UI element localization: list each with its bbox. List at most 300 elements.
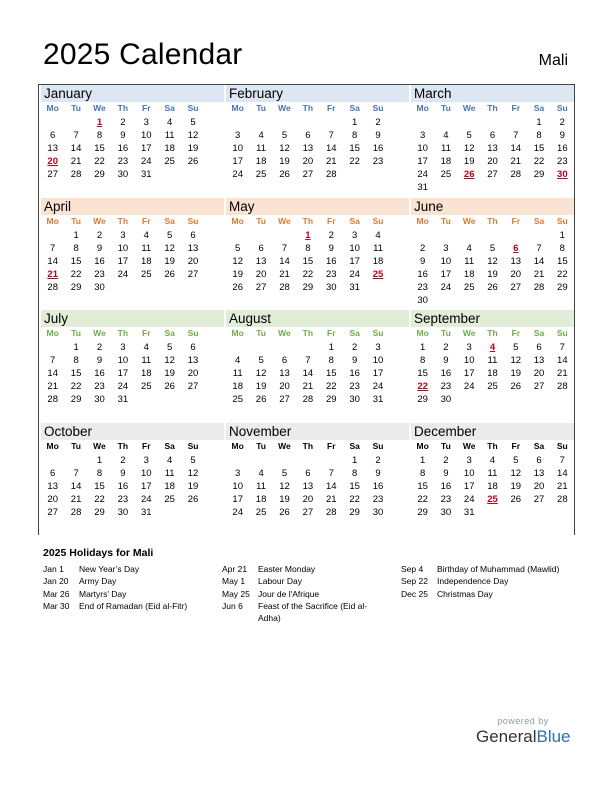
day-cell: 19 [279, 156, 290, 167]
week-row [226, 340, 409, 353]
day-cell: 8 [73, 355, 79, 366]
empty-day-cell [64, 453, 87, 466]
weekday-label: We [462, 440, 476, 451]
empty-day-cell [504, 115, 527, 128]
holiday-name: Labour Day [258, 576, 302, 587]
holiday-entry [222, 563, 382, 575]
day-cell: 17 [463, 368, 475, 379]
day-cell: 10 [440, 255, 452, 267]
week-row [411, 492, 574, 505]
day-cell: 9 [559, 130, 565, 141]
week-row [226, 128, 409, 141]
holiday-date: Mar 30 [43, 600, 70, 611]
empty-day-cell [343, 167, 366, 180]
day-cell: 17 [463, 480, 475, 492]
day-cell: 14 [302, 368, 314, 379]
day-cell: 27 [279, 394, 290, 405]
day-cell: 27 [533, 381, 545, 392]
weekday-label: We [93, 328, 106, 338]
day-cell: 12 [463, 143, 475, 154]
empty-day-cell [249, 115, 272, 128]
day-cell: 14 [47, 255, 58, 267]
day-cell: 21 [557, 480, 568, 492]
day-cell: 23 [440, 493, 452, 505]
weekday-label: Sa [164, 440, 175, 451]
weekday-label: Su [187, 328, 199, 338]
week-row [226, 280, 409, 293]
week-row [226, 154, 409, 167]
day-cell: 4 [143, 342, 149, 353]
day-cell: 20 [533, 368, 545, 379]
weekday-label: We [462, 215, 476, 226]
day-cell: 2 [352, 342, 358, 353]
holiday-date: May 1 [222, 576, 246, 587]
month-block [224, 310, 409, 423]
day-cell: 18 [140, 368, 152, 379]
weekday-label: We [93, 440, 106, 451]
day-cell: 17 [140, 143, 152, 154]
day-cell: 7 [73, 130, 79, 141]
day-cell: 23 [349, 381, 360, 392]
holiday-day-cell: 1 [96, 117, 103, 128]
empty-day-cell [249, 340, 272, 353]
weekday-label: Th [487, 328, 498, 338]
empty-day-cell [158, 280, 181, 293]
day-cell: 28 [325, 506, 337, 518]
day-cell: 23 [372, 493, 384, 505]
week-row [411, 241, 574, 254]
day-cell: 25 [140, 381, 152, 392]
day-cell: 15 [349, 480, 360, 492]
empty-day-cell [458, 115, 481, 128]
weekday-label: Mo [416, 440, 429, 451]
day-cell: 18 [463, 268, 475, 280]
weekday-label: Mo [416, 215, 429, 226]
holiday-entry [43, 600, 213, 612]
day-cell: 11 [141, 242, 152, 254]
day-cell: 17 [349, 255, 360, 267]
holiday-name: Independence Day [437, 576, 509, 587]
week-row [226, 167, 409, 180]
day-cell: 17 [117, 255, 129, 267]
month-name: December [411, 423, 574, 440]
day-cell: 19 [255, 381, 267, 392]
day-cell: 29 [302, 281, 314, 293]
week-row [411, 353, 574, 366]
day-cell: 27 [510, 281, 522, 293]
holiday-entry [401, 588, 576, 600]
month-name: January [41, 85, 224, 102]
empty-day-cell [504, 392, 527, 405]
day-cell: 1 [73, 229, 79, 241]
weekday-label: Th [302, 328, 314, 338]
powered-by-text: powered by [497, 716, 549, 726]
empty-day-cell [135, 392, 158, 405]
day-cell: 12 [187, 130, 199, 141]
week-row [41, 466, 224, 479]
day-cell: 13 [47, 480, 58, 492]
day-cell: 15 [533, 143, 545, 154]
weekday-label: Fr [142, 215, 151, 226]
holiday-column [401, 563, 576, 600]
day-cell: 1 [73, 342, 79, 353]
day-cell: 1 [559, 229, 565, 241]
day-cell: 9 [120, 130, 126, 141]
day-cell: 29 [325, 394, 337, 405]
empty-day-cell [458, 228, 481, 241]
day-cell: 7 [50, 242, 56, 254]
day-cell: 14 [70, 480, 82, 492]
weekday-label: Mo [46, 328, 59, 338]
day-cell: 26 [279, 169, 290, 180]
day-cell: 6 [305, 467, 311, 479]
day-cell: 12 [279, 143, 290, 154]
weekday-label: Th [487, 103, 498, 113]
weekday-label: Fr [142, 103, 151, 113]
weekday-label: Su [187, 103, 199, 113]
holiday-entry [43, 588, 213, 600]
day-cell: 22 [94, 493, 105, 505]
weekday-label: We [462, 328, 476, 338]
day-cell: 5 [167, 229, 173, 241]
week-row [226, 241, 409, 254]
weekday-label: We [278, 103, 291, 113]
day-cell: 15 [325, 368, 337, 379]
day-cell: 30 [440, 394, 452, 405]
empty-day-cell [158, 505, 181, 518]
empty-day-cell [551, 505, 574, 518]
week-row [411, 141, 574, 154]
day-cell: 27 [255, 281, 267, 293]
day-cell: 10 [372, 355, 384, 366]
day-cell: 17 [140, 480, 152, 492]
week-row [41, 241, 224, 254]
week-row [226, 366, 409, 379]
day-cell: 11 [373, 242, 383, 254]
weekday-header [41, 215, 224, 228]
week-row [226, 254, 409, 267]
week-row [41, 340, 224, 353]
day-cell: 3 [466, 454, 472, 466]
weekday-label: Su [372, 440, 384, 451]
brand-logo [476, 716, 570, 747]
holiday-date: Sep 22 [401, 576, 428, 587]
empty-day-cell [64, 115, 87, 128]
day-cell: 3 [143, 454, 149, 466]
day-cell: 21 [533, 268, 545, 280]
quarter-band [39, 310, 574, 423]
weekday-label: Sa [349, 103, 360, 113]
empty-day-cell [458, 392, 481, 405]
weekday-label: Mo [46, 215, 59, 226]
day-cell: 7 [305, 355, 311, 366]
week-row [411, 167, 574, 180]
day-cell: 22 [349, 156, 360, 167]
weekday-label: Su [372, 103, 384, 113]
weekday-header [226, 102, 409, 115]
day-cell: 31 [349, 281, 360, 293]
day-cell: 30 [94, 394, 105, 405]
day-cell: 11 [464, 255, 475, 267]
weekday-label: Tu [256, 440, 266, 451]
week-row [411, 154, 574, 167]
day-cell: 29 [70, 281, 82, 293]
weekday-label: Mo [231, 440, 244, 451]
day-cell: 20 [510, 268, 522, 280]
day-cell: 11 [256, 480, 267, 492]
day-cell: 20 [47, 493, 58, 505]
day-cell: 26 [164, 268, 175, 280]
weekday-header [226, 440, 409, 453]
day-cell: 28 [47, 394, 58, 405]
day-cell: 28 [557, 381, 568, 392]
week-row [41, 128, 224, 141]
day-cell: 6 [190, 229, 196, 241]
day-cell: 10 [232, 480, 243, 492]
day-cell: 5 [235, 242, 241, 254]
day-cell: 23 [372, 156, 384, 167]
holiday-name: Martyrs’ Day [79, 588, 127, 599]
holiday-date: Jan 1 [43, 564, 64, 574]
weekday-label: Tu [256, 103, 266, 113]
day-cell: 13 [533, 355, 545, 366]
day-cell: 4 [235, 355, 241, 366]
day-cell: 5 [190, 117, 196, 128]
day-cell: 30 [117, 169, 129, 180]
day-cell: 4 [143, 229, 149, 241]
week-row [41, 141, 224, 154]
week-row [41, 280, 224, 293]
day-cell: 22 [533, 156, 545, 167]
week-row [41, 154, 224, 167]
day-cell: 10 [232, 143, 243, 154]
month-name: July [41, 310, 224, 327]
day-cell: 27 [47, 169, 58, 180]
day-cell: 16 [117, 143, 129, 154]
day-cell: 11 [164, 130, 175, 141]
day-cell: 8 [73, 242, 79, 254]
day-cell: 27 [302, 169, 314, 180]
day-cell: 11 [487, 467, 498, 479]
week-row [411, 466, 574, 479]
day-cell: 18 [372, 255, 384, 267]
month-block [39, 85, 224, 198]
day-cell: 16 [557, 143, 568, 154]
day-cell: 5 [513, 454, 519, 466]
empty-day-cell [504, 228, 527, 241]
week-row [41, 505, 224, 518]
holiday-entry [401, 563, 576, 575]
empty-day-cell [273, 115, 296, 128]
day-cell: 21 [70, 156, 82, 167]
day-cell: 13 [187, 242, 199, 254]
week-row [41, 366, 224, 379]
day-cell: 3 [120, 342, 126, 353]
day-cell: 13 [255, 255, 267, 267]
day-cell: 31 [140, 169, 152, 180]
day-cell: 23 [117, 156, 129, 167]
day-cell: 11 [440, 143, 451, 154]
empty-day-cell [320, 115, 343, 128]
holiday-entry [43, 563, 213, 575]
day-cell: 2 [559, 117, 565, 128]
day-cell: 12 [487, 255, 498, 267]
empty-day-cell [527, 228, 550, 241]
empty-day-cell [527, 505, 550, 518]
day-cell: 6 [258, 242, 264, 254]
day-cell: 15 [94, 143, 105, 154]
day-cell: 27 [187, 381, 199, 392]
day-cell: 9 [375, 130, 381, 141]
weekday-label: We [93, 103, 106, 113]
day-cell: 19 [487, 268, 498, 280]
day-cell: 2 [375, 117, 381, 128]
weekday-label: Sa [533, 328, 545, 338]
empty-day-cell [481, 293, 504, 306]
week-row [226, 115, 409, 128]
empty-day-cell [181, 505, 204, 518]
week-row [41, 115, 224, 128]
day-cell: 27 [187, 268, 199, 280]
day-cell: 15 [302, 255, 314, 267]
week-row [41, 267, 224, 280]
day-cell: 21 [302, 381, 314, 392]
day-cell: 13 [302, 143, 314, 154]
day-cell: 13 [302, 480, 314, 492]
week-row [411, 228, 574, 241]
day-cell: 3 [419, 130, 426, 141]
holiday-day-cell: 26 [463, 169, 475, 180]
day-cell: 31 [417, 182, 428, 193]
day-cell: 7 [50, 355, 56, 366]
day-cell: 6 [50, 467, 56, 479]
week-row [411, 293, 574, 306]
day-cell: 13 [533, 467, 545, 479]
day-cell: 10 [417, 143, 428, 154]
day-cell: 4 [443, 130, 449, 141]
day-cell: 2 [96, 342, 103, 353]
empty-day-cell [273, 453, 296, 466]
holiday-entry [222, 588, 382, 600]
month-block [39, 198, 224, 311]
day-cell: 14 [325, 480, 337, 492]
weekday-label: Tu [441, 215, 451, 226]
weekday-label: Mo [416, 328, 429, 338]
week-row [411, 280, 574, 293]
day-cell: 12 [164, 242, 175, 254]
day-cell: 12 [279, 480, 290, 492]
holiday-date: Jan 20 [43, 576, 69, 587]
holiday-date: Jun 6 [222, 600, 243, 611]
day-cell: 18 [232, 381, 243, 392]
holiday-day-cell: 1 [305, 229, 311, 241]
holiday-name: End of Ramadan (Eid al-Fitr) [79, 600, 188, 611]
empty-day-cell [296, 340, 319, 353]
day-cell: 9 [120, 467, 126, 479]
day-cell: 25 [164, 493, 175, 505]
day-cell: 26 [487, 281, 498, 293]
empty-day-cell [158, 167, 181, 180]
empty-day-cell [527, 293, 550, 306]
day-cell: 10 [463, 355, 475, 366]
week-row [41, 453, 224, 466]
month-name: August [226, 310, 409, 327]
week-row [411, 340, 574, 353]
weekday-label: Th [117, 103, 129, 113]
empty-day-cell [366, 280, 389, 293]
day-cell: 13 [187, 355, 199, 366]
holiday-day-cell: 30 [557, 169, 568, 180]
day-cell: 10 [117, 355, 129, 366]
day-cell: 14 [533, 255, 545, 267]
day-cell: 29 [557, 281, 568, 293]
day-cell: 17 [417, 156, 428, 167]
day-cell: 17 [440, 268, 452, 280]
day-cell: 9 [352, 355, 358, 366]
day-cell: 26 [232, 281, 243, 293]
day-cell: 6 [305, 130, 311, 141]
holiday-entry [222, 575, 382, 587]
weekday-label: Tu [71, 328, 81, 338]
day-cell: 9 [96, 355, 103, 366]
holiday-date: Sep 4 [401, 564, 424, 574]
weekday-header [226, 327, 409, 340]
day-cell: 25 [463, 281, 475, 293]
month-block [409, 85, 574, 198]
day-cell: 8 [559, 242, 565, 254]
day-cell: 18 [255, 493, 267, 505]
weekday-label: Su [372, 328, 384, 338]
empty-day-cell [366, 167, 389, 180]
weekday-label: Sa [533, 440, 545, 451]
weekday-header [411, 440, 574, 453]
week-row [226, 267, 409, 280]
day-cell: 16 [372, 143, 384, 154]
day-cell: 9 [96, 242, 103, 254]
day-cell: 19 [187, 143, 199, 154]
day-cell: 16 [325, 255, 337, 267]
day-cell: 22 [349, 493, 360, 505]
day-cell: 6 [190, 342, 196, 353]
day-cell: 7 [559, 454, 565, 466]
day-cell: 27 [487, 169, 498, 180]
month-block [224, 423, 409, 536]
empty-day-cell [135, 280, 158, 293]
day-cell: 17 [232, 156, 243, 167]
day-cell: 26 [255, 394, 267, 405]
week-row [226, 141, 409, 154]
weekday-label: Sa [349, 328, 360, 338]
month-block [409, 198, 574, 311]
week-row [226, 228, 409, 241]
month-block [224, 85, 409, 198]
week-row [41, 392, 224, 405]
day-cell: 15 [70, 255, 82, 267]
holiday-date: Apr 21 [222, 564, 248, 574]
day-cell: 11 [487, 355, 498, 366]
weekday-label: Th [117, 328, 129, 338]
day-cell: 4 [466, 242, 472, 254]
day-cell: 14 [325, 143, 337, 154]
day-cell: 20 [533, 480, 545, 492]
day-cell: 11 [141, 355, 152, 366]
day-cell: 4 [375, 229, 381, 241]
holiday-date: Dec 25 [401, 588, 428, 599]
day-cell: 6 [536, 342, 542, 353]
day-cell: 16 [117, 480, 129, 492]
holiday-entry [43, 575, 213, 587]
week-row [411, 505, 574, 518]
